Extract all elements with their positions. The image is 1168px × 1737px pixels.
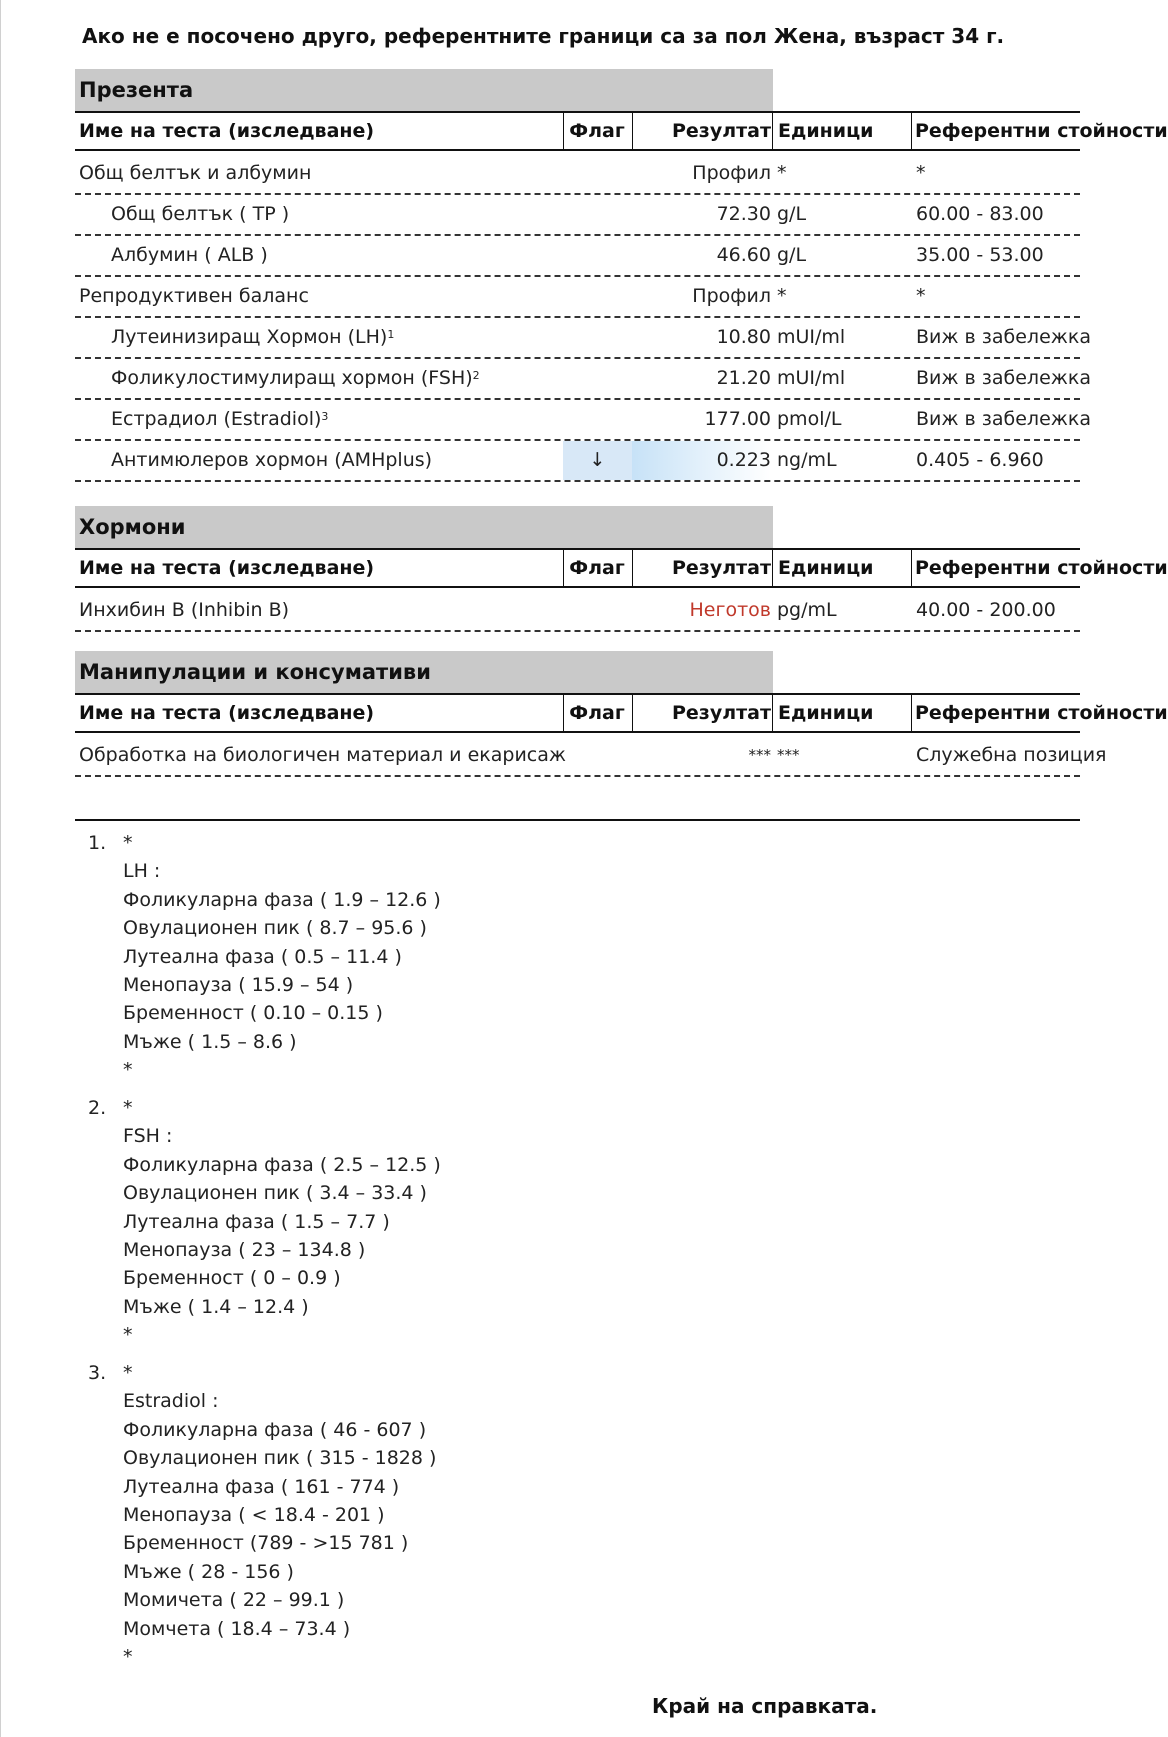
table-row (75, 277, 1080, 318)
footnote-line: Момчета ( 18.4 – 73.4 ) (123, 1617, 351, 1640)
footnote-line: Мъже ( 28 - 156 ) (123, 1560, 294, 1583)
test-reference: 0.405 - 6.960 (916, 449, 1044, 471)
test-reference: 35.00 - 53.00 (916, 244, 1044, 266)
page-border (0, 0, 1, 1737)
test-result-pending: Неготов (689, 599, 771, 621)
footnote-line: Овулационен пик ( 3.4 – 33.4 ) (123, 1182, 427, 1205)
test-name: Антимюлеров хормон (AMHplus) (111, 449, 433, 471)
notes-divider (75, 819, 1080, 821)
footnote-line: LH : (123, 860, 161, 883)
footnote-line: Менопауза ( 15.9 – 54 ) (123, 974, 354, 996)
test-units: g/L (777, 244, 807, 266)
column-header-row (75, 693, 1168, 733)
footnote-line: FSH : (123, 1125, 173, 1148)
test-reference: * (916, 285, 926, 307)
test-name: Инхибин B (Inhibin B) (79, 599, 290, 621)
table-row (75, 359, 1091, 400)
table-row (75, 591, 1080, 632)
footnote-marker: 1 (387, 328, 395, 341)
footnote-marker: 2 (472, 369, 480, 382)
test-units: * (777, 162, 787, 184)
test-name (111, 318, 394, 357)
test-result: 0.223 (716, 449, 771, 471)
report-end: Край на справката. (652, 1694, 878, 1718)
footnote-line: * (123, 1646, 133, 1668)
col-name-header: Име на теста (изследване) (79, 557, 375, 579)
test-reference: 40.00 - 200.00 (916, 599, 1056, 621)
column-divider (772, 113, 773, 149)
footnote-line: Фоликуларна фаза ( 46 - 607 ) (123, 1418, 427, 1441)
test-result: Профил (692, 162, 771, 184)
col-result-header: Резултат (672, 120, 771, 142)
footnote-line: * (123, 832, 133, 854)
test-name-text: Фоликулостимулиращ хормон (FSH) (111, 367, 473, 389)
reference-intro: Ако не е посочено друго, референтните граници са за пол Жена, възраст 34 г. (82, 24, 1005, 48)
low-flag-arrow-icon: ↓ (563, 441, 632, 480)
test-units: *** (777, 746, 800, 764)
col-result-header: Резултат (672, 702, 771, 724)
column-divider (911, 113, 912, 149)
test-units: ng/mL (777, 449, 837, 471)
col-reference-header: Референтни стойности (915, 702, 1168, 724)
footnote-line: Estradiol : (123, 1390, 219, 1413)
table-row (75, 236, 1080, 277)
test-units: g/L (777, 203, 807, 225)
test-units: pmol/L (777, 408, 842, 430)
col-units-header: Единици (778, 557, 874, 579)
column-divider (911, 695, 912, 731)
test-name: Общ белтък ( TP ) (111, 203, 290, 225)
table-row (75, 154, 1080, 195)
test-result: Профил (692, 285, 771, 307)
test-name (111, 400, 328, 439)
footnote-line: Овулационен пик ( 8.7 – 95.6 ) (123, 917, 427, 940)
footnote-number: 3. (88, 1362, 107, 1384)
footnote-number: 1. (88, 832, 107, 854)
test-units: mUI/ml (777, 326, 846, 348)
footnote-number: 2. (88, 1097, 107, 1119)
column-header-row (75, 111, 1168, 151)
test-name-text: Лутеинизиращ Хормон (LH) (111, 326, 388, 348)
column-divider (911, 550, 912, 586)
footnote-line: Мъже ( 1.5 – 8.6 ) (123, 1030, 297, 1053)
footnote-line: Фоликуларна фаза ( 2.5 – 12.5 ) (123, 1153, 441, 1176)
section-title-prezenta: Презента (75, 69, 773, 111)
test-units: pg/mL (777, 599, 837, 621)
col-name-header: Име на теста (изследване) (79, 702, 375, 724)
footnote-line: Бременност (789 - >15 781 ) (123, 1532, 409, 1555)
table-row (75, 195, 1080, 236)
test-reference: Виж в забележка (916, 408, 1091, 430)
test-reference: 60.00 - 83.00 (916, 203, 1044, 225)
footnote-line: Овулационен пик ( 315 - 1828 ) (123, 1447, 437, 1470)
test-reference: Служебна позиция (916, 744, 1107, 766)
footnote-line: * (123, 1324, 133, 1347)
footnote-line: Менопауза ( < 18.4 - 201 ) (123, 1504, 385, 1526)
test-units: * (777, 285, 787, 307)
section-title-manipulacii: Манипулации и консумативи (75, 651, 773, 693)
footnote-line: Лутеална фаза ( 0.5 – 11.4 ) (123, 945, 402, 968)
table-row (75, 736, 1107, 777)
col-name-header: Име на теста (изследване) (79, 120, 375, 142)
section-title-hormoni: Хормони (75, 506, 773, 548)
col-flag-header: Флаг (569, 557, 625, 579)
test-units: mUI/ml (777, 367, 846, 389)
test-name: Репродуктивен баланс (79, 285, 309, 307)
table-row (75, 318, 1091, 359)
table-row (75, 441, 1080, 482)
test-name (111, 359, 480, 398)
col-flag-header: Флаг (569, 120, 625, 142)
footnote-line: * (123, 1059, 133, 1082)
footnote-line: Момичета ( 22 – 99.1 ) (123, 1589, 345, 1612)
footnote-line: Бременност ( 0 – 0.9 ) (123, 1267, 341, 1290)
test-result: 46.60 (716, 244, 771, 266)
col-reference-header: Референтни стойности (915, 120, 1168, 142)
col-result-header: Резултат (672, 557, 771, 579)
footnote-line: Лутеална фаза ( 1.5 – 7.7 ) (123, 1210, 390, 1233)
test-reference: Виж в забележка (916, 326, 1091, 348)
test-result: 21.20 (716, 367, 771, 389)
footnote-line: Лутеална фаза ( 161 - 774 ) (123, 1475, 400, 1498)
column-header-row (75, 548, 1168, 588)
test-name: Албумин ( ALB ) (111, 244, 268, 266)
col-units-header: Единици (778, 702, 874, 724)
test-result: *** (748, 746, 771, 764)
footnote-line: Бременност ( 0.10 – 0.15 ) (123, 1002, 383, 1025)
table-row (75, 400, 1091, 441)
footnote-line: Фоликуларна фаза ( 1.9 – 12.6 ) (123, 888, 441, 911)
col-flag-header: Флаг (569, 702, 625, 724)
test-name-text: Естрадиол (Estradiol) (111, 408, 322, 430)
footnote-line: * (123, 1097, 133, 1119)
footnote-line: * (123, 1362, 133, 1384)
test-result: 10.80 (716, 326, 771, 348)
footnote-marker: 3 (321, 410, 329, 423)
test-reference: * (916, 162, 926, 184)
test-reference: Виж в забележка (916, 367, 1091, 389)
footnote-line: Менопауза ( 23 – 134.8 ) (123, 1239, 366, 1261)
test-result: 72.30 (716, 203, 771, 225)
test-name: Обработка на биологичен материал и екарисаж (79, 744, 566, 766)
col-units-header: Единици (778, 120, 874, 142)
test-name: Общ белтък и албумин (79, 162, 312, 184)
test-result: 177.00 (704, 408, 771, 430)
column-divider (772, 695, 773, 731)
footnote-line: Мъже ( 1.4 – 12.4 ) (123, 1295, 309, 1318)
column-divider (772, 550, 773, 586)
col-reference-header: Референтни стойности (915, 557, 1168, 579)
